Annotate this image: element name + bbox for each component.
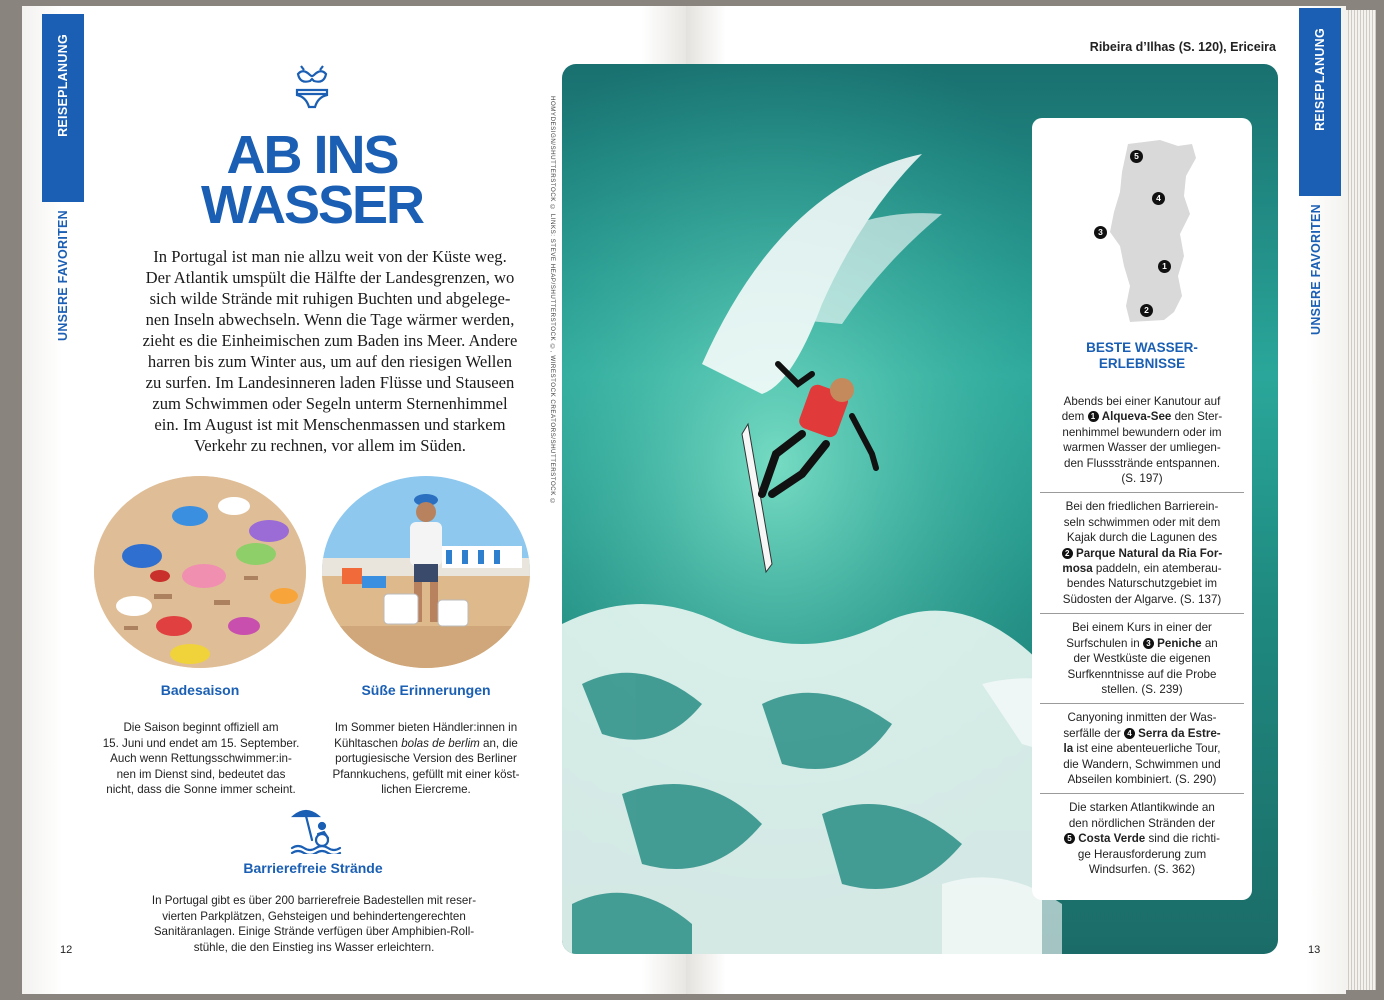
portugal-map bbox=[1100, 136, 1200, 336]
tip-number-badge: 1 bbox=[1088, 411, 1099, 422]
tip-number-badge: 2 bbox=[1062, 548, 1073, 559]
page-number-right: 13 bbox=[1308, 944, 1321, 956]
section-tab bbox=[42, 14, 84, 202]
map-marker-5: 5 bbox=[1130, 150, 1143, 163]
tip-line: warmen Wasser der umliegen- bbox=[1063, 441, 1221, 455]
intro-line: harren bis zum Winter aus, um auf den riesigen Wellen bbox=[147, 352, 513, 371]
intro-line: zu surfen. Im Landesinneren laden Flüsse und Stauseen bbox=[145, 373, 515, 392]
page-number-left: 12 bbox=[60, 944, 73, 956]
text-line: stühle, die den Einstieg ins Wasser erleichtern. bbox=[193, 940, 435, 954]
photo-credit: HOMYDESIGN/SHUTTERSTOCK © LINKS: STEVE HEAP/SHUTTERSTOCK ©, WIRESTOCK CREATORS/SHUTTERSTOCK © bbox=[549, 96, 556, 506]
text-segment: an bbox=[1201, 636, 1218, 650]
tip-line: Bei den friedlichen Barrierein- bbox=[1065, 500, 1219, 514]
tip-line: Südosten der Algarve. (S. 137) bbox=[1062, 592, 1222, 606]
text-line: In Portugal gibt es über 200 barrierefreie Badestellen mit reser- bbox=[151, 894, 477, 907]
beach-umbrellas-photo bbox=[94, 476, 306, 668]
tip-line: Abends bei einer Kanutour auf bbox=[1063, 395, 1221, 408]
map-marker-4: 4 bbox=[1152, 192, 1165, 205]
text-line: portugiesische Version des Berliner bbox=[335, 752, 517, 766]
text-line: nen im Dienst sind, bedeutet das bbox=[116, 767, 286, 781]
text-line: Auch wenn Rettungsschwimmer:in- bbox=[110, 752, 292, 766]
tip-line: nenhimmel bewundern oder im bbox=[1062, 425, 1222, 439]
text-line: Sanitäranlagen. Einige Strände verfügen über Amphibien-Roll- bbox=[153, 925, 475, 939]
tip-item bbox=[1040, 492, 1244, 613]
tip-line: Abseilen kombiniert. (S. 290) bbox=[1067, 772, 1217, 786]
feature-barrierefrei-title: Barrierefreie Strände bbox=[243, 860, 383, 876]
place-name: Peniche bbox=[1157, 636, 1202, 650]
tip-line: Die starken Atlantikwinde an bbox=[1069, 801, 1215, 815]
intro-line: nen Inseln abwechseln. Wenn die Tage wärmer werden, bbox=[145, 310, 515, 329]
page-headline bbox=[142, 125, 482, 235]
text-segment: paddeln, ein atemberau- bbox=[1092, 562, 1222, 576]
tip-item bbox=[1040, 793, 1244, 883]
text-segment: an, die bbox=[479, 736, 518, 750]
tip-line: stellen. (S. 239) bbox=[1101, 682, 1183, 696]
section-tab-title: REISEPLANUNG bbox=[56, 34, 70, 137]
text-line: lichen Eiercreme. bbox=[381, 783, 471, 797]
tip-line: Bei einem Kurs in einer der bbox=[1072, 621, 1212, 635]
italic-term: bolas de berlim bbox=[401, 736, 480, 750]
map-marker-3: 3 bbox=[1094, 226, 1107, 239]
tip-line bbox=[1048, 726, 1236, 741]
tip-line: Kajak durch die Lagunen des bbox=[1066, 531, 1218, 545]
tip-number-badge: 5 bbox=[1064, 833, 1075, 844]
section-tab-right bbox=[1299, 8, 1341, 196]
text-segment: den Ster- bbox=[1171, 410, 1223, 424]
place-name: Costa Verde bbox=[1078, 832, 1146, 846]
place-name: Parque Natural da Ria For- bbox=[1075, 546, 1223, 560]
text-segment: Surfschulen in bbox=[1066, 636, 1143, 650]
tip-line bbox=[1048, 561, 1236, 576]
photo-caption: Ribeira d’Ilhas (S. 120), Ericeira bbox=[1089, 40, 1276, 54]
feature-badesaison-title: Badesaison bbox=[160, 682, 240, 698]
tip-line: bendes Naturschutzgebiet im bbox=[1066, 577, 1218, 591]
text-line: nicht, dass die Sonne immer scheint. bbox=[106, 783, 296, 797]
tip-line: der Westküste die eigenen bbox=[1073, 652, 1211, 666]
text-segment: serfälle der bbox=[1063, 726, 1124, 740]
text-line: Pfannkuchens, gefüllt mit einer köst- bbox=[332, 767, 520, 781]
page-edges bbox=[1346, 10, 1376, 990]
tip-item bbox=[1040, 703, 1244, 793]
tip-item bbox=[1040, 613, 1244, 703]
tip-line: den Flussstrände entspannen. bbox=[1064, 456, 1220, 470]
section-subtitle-right: UNSERE FAVORITEN bbox=[1309, 204, 1323, 335]
text-line bbox=[310, 736, 542, 752]
water-experiences-sidebar bbox=[1032, 118, 1252, 900]
intro-line: ein. Im August ist mit Menschenmassen und starkem bbox=[154, 415, 506, 434]
map-marker-2: 2 bbox=[1140, 304, 1153, 317]
place-name: Alqueva-See bbox=[1101, 410, 1172, 424]
tip-line: Surfkenntnisse auf die Probe bbox=[1067, 667, 1217, 681]
tip-line: (S. 197) bbox=[1121, 472, 1163, 486]
intro-line: zieht es die Einheimischen zum Baden ins Meer. Andere bbox=[142, 331, 518, 350]
tip-line: seln schwimmen oder mit dem bbox=[1063, 515, 1221, 529]
text-line: Im Sommer bieten Händler:innen in bbox=[334, 721, 518, 734]
tip-number-badge: 4 bbox=[1124, 728, 1135, 739]
feature-barrierefrei-text bbox=[118, 893, 510, 955]
tip-line bbox=[1048, 546, 1236, 561]
intro-line: In Portugal ist man nie allzu weit von der Küste weg. bbox=[153, 247, 507, 266]
intro-paragraph bbox=[88, 246, 572, 456]
intro-line: zum Schwimmen oder Segeln unterm Sternenhimmel bbox=[152, 394, 508, 413]
section-subtitle: UNSERE FAVORITEN bbox=[56, 210, 70, 341]
map-marker-1: 1 bbox=[1158, 260, 1171, 273]
bikini-icon bbox=[294, 64, 330, 112]
text-line: vierten Parkplätzen, Gehsteigen und behindertengerechten bbox=[162, 909, 466, 923]
tip-line: Canyoning inmitten der Was- bbox=[1067, 711, 1217, 725]
place-name: la bbox=[1063, 742, 1074, 756]
text-segment: dem bbox=[1061, 410, 1088, 424]
headline-line-1: AB INS bbox=[226, 125, 398, 185]
sidebar-title bbox=[1032, 340, 1252, 372]
tip-item bbox=[1040, 388, 1244, 492]
place-name: mosa bbox=[1062, 562, 1093, 576]
tip-line bbox=[1048, 409, 1236, 424]
tip-line bbox=[1048, 741, 1236, 756]
tip-line bbox=[1048, 831, 1236, 846]
tips-list bbox=[1040, 388, 1244, 883]
tip-line: Windsurfen. (S. 362) bbox=[1088, 862, 1196, 876]
feature-erinnerungen-title: Süße Erinnerungen bbox=[361, 682, 491, 698]
intro-line: sich wilde Strände mit ruhigen Buchten und abgelege- bbox=[149, 289, 511, 308]
headline-line-2: WASSER bbox=[200, 175, 424, 235]
tip-line: die Wandern, Schwimmen und bbox=[1063, 757, 1221, 771]
place-name: Serra da Estre- bbox=[1138, 726, 1221, 740]
text-line: Die Saison beginnt offiziell am bbox=[123, 721, 279, 734]
tip-line: ge Herausforderung zum bbox=[1077, 847, 1207, 861]
accessible-beach-icon bbox=[288, 806, 342, 854]
feature-badesaison-text bbox=[82, 720, 320, 798]
text-segment: ist eine abenteuerliche Tour, bbox=[1073, 742, 1221, 756]
intro-line: Verkehr zu rechnen, vor allem im Süden. bbox=[194, 436, 466, 455]
tip-line: den nördlichen Stränden der bbox=[1068, 816, 1216, 830]
section-tab-title-right: REISEPLANUNG bbox=[1313, 28, 1327, 131]
feature-erinnerungen-text bbox=[310, 720, 542, 798]
text-segment: sind die richti- bbox=[1145, 832, 1220, 846]
text-segment: Kühltaschen bbox=[334, 736, 402, 750]
beach-vendor-photo bbox=[322, 476, 530, 668]
intro-line: Der Atlantik umspült die Hälfte der Landesgrenzen, wo bbox=[145, 268, 515, 287]
tip-number-badge: 3 bbox=[1143, 638, 1154, 649]
tip-line bbox=[1048, 636, 1236, 651]
sidebar-title-line: BESTE WASSER- bbox=[1086, 340, 1198, 355]
text-line: 15. Juni und endet am 15. September. bbox=[102, 736, 300, 750]
sidebar-title-line: ERLEBNISSE bbox=[1098, 356, 1186, 371]
